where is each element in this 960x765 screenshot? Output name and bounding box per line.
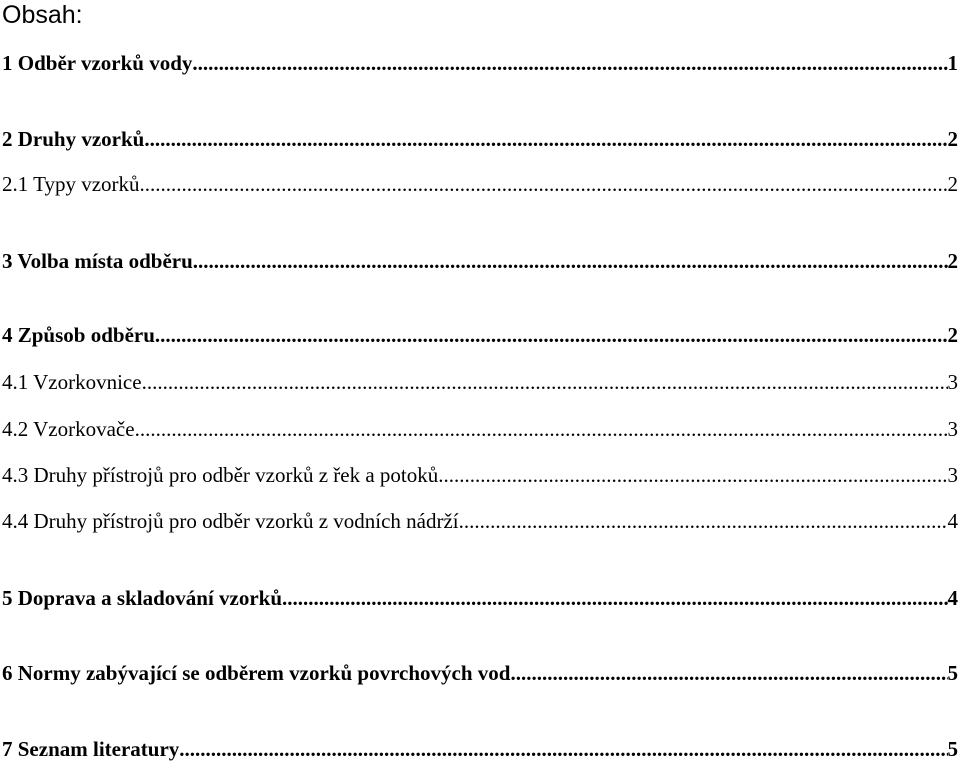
toc-dot-leader (135, 416, 948, 442)
toc-page-number: 4 (947, 509, 958, 533)
toc-page-number: 1 (947, 51, 958, 75)
toc-entry-4-1[interactable] (0, 369, 960, 395)
toc-entry-title: 3 Volba místa odběru (2, 249, 193, 273)
toc-entry-title: 4 Způsob odběru (2, 323, 155, 347)
toc-dot-leader (140, 171, 948, 197)
toc-entry-3[interactable] (0, 248, 960, 274)
toc-entry-title: 6 Normy zabývající se odběrem vzorků povrchových vod (2, 661, 511, 685)
toc-entry-4-2[interactable] (0, 416, 960, 442)
toc-dot-leader (459, 508, 948, 534)
toc-entry-2[interactable] (0, 126, 960, 152)
toc-page-number: 5 (947, 661, 958, 685)
toc-page-number: 5 (947, 737, 958, 761)
toc-entry-4-4[interactable] (0, 508, 960, 534)
toc-entry-5[interactable] (0, 585, 960, 611)
toc-entry-title: 4.4 Druhy přístrojů pro odběr vzorků z vodních nádrží (2, 509, 459, 533)
toc-dot-leader (438, 462, 947, 488)
toc-entry-1[interactable] (0, 50, 960, 76)
toc-dot-leader (282, 585, 947, 611)
toc-page-number: 3 (947, 370, 958, 394)
toc-dot-leader (179, 736, 947, 762)
toc-entry-title: 4.3 Druhy přístrojů pro odběr vzorků z řek a potoků (2, 463, 439, 487)
toc-dot-leader (192, 50, 947, 76)
toc-entry-title: 7 Seznam literatury (2, 737, 180, 761)
toc-dot-leader (155, 322, 948, 348)
toc-dot-leader (510, 660, 947, 686)
toc-entry-title: 2 Druhy vzorků (2, 127, 145, 151)
toc-entry-title: 1 Odběr vzorků vody (2, 51, 193, 75)
toc-dot-leader (144, 126, 947, 152)
toc-dot-leader (193, 248, 948, 274)
toc-entry-title: 4.1 Vzorkovnice (2, 370, 142, 394)
toc-entry-2-1[interactable] (0, 171, 960, 197)
toc-entry-6[interactable] (0, 660, 960, 686)
toc-page-number: 2 (947, 249, 958, 273)
toc-page-number: 2 (947, 127, 958, 151)
toc-entry-4-3[interactable] (0, 462, 960, 488)
toc-entry-7[interactable] (0, 736, 960, 762)
toc-entry-title: 5 Doprava a skladování vzorků (2, 586, 283, 610)
toc-entry-title: 4.2 Vzorkovače (2, 417, 135, 441)
toc-page-number: 2 (947, 172, 958, 196)
toc-page-number: 2 (947, 323, 958, 347)
toc-dot-leader (142, 369, 948, 395)
toc-heading: Obsah: (2, 1, 83, 29)
toc-entry-title: 2.1 Typy vzorků (2, 172, 140, 196)
toc-page-number: 3 (947, 463, 958, 487)
toc-page-number: 3 (947, 417, 958, 441)
toc-entry-4[interactable] (0, 322, 960, 348)
toc-page-number: 4 (947, 586, 958, 610)
